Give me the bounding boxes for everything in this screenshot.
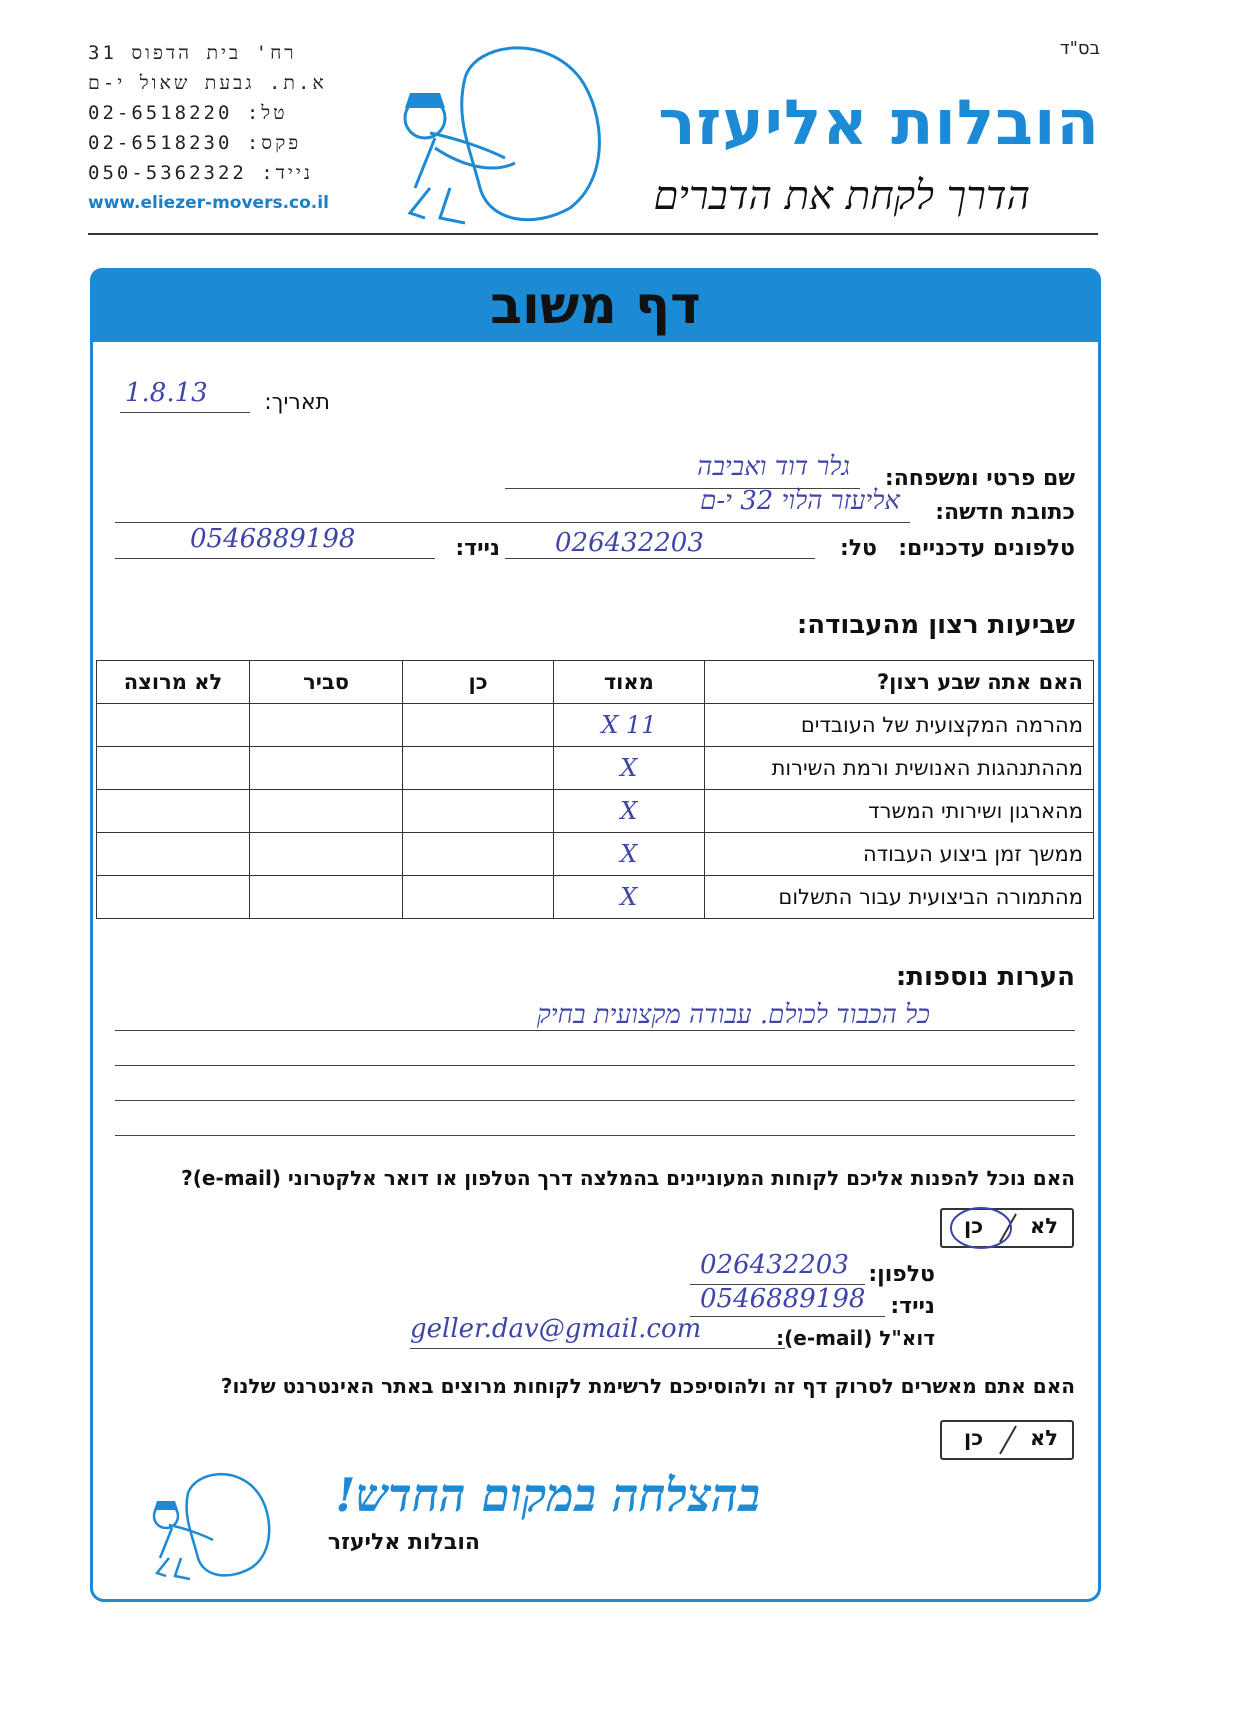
address-line — [115, 522, 910, 523]
cell-no[interactable] — [97, 790, 250, 833]
cell-no[interactable] — [97, 833, 250, 876]
cell-ok[interactable] — [250, 833, 403, 876]
name-label: שם פרטי ומשפחה: — [884, 466, 1075, 491]
phone-line — [505, 558, 815, 559]
date-line — [120, 412, 250, 413]
publish-yes-option[interactable]: כן — [964, 1426, 984, 1450]
contact-area-line: א.ת. גבעת שאול י-ם — [88, 72, 327, 94]
brand-name: הובלות אליעזר — [658, 86, 1100, 159]
phones-label: טלפונים עדכניים: — [898, 536, 1075, 561]
row-question: מהרמה המקצועית של העובדים — [704, 704, 1093, 747]
cell-no[interactable] — [97, 704, 250, 747]
mover-mascot-small-icon — [148, 1468, 278, 1588]
notes-line — [115, 1135, 1075, 1136]
date-field[interactable]: 1.8.13 — [125, 378, 208, 408]
row-question: מהתמורה הביצועית עבור התשלום — [704, 876, 1093, 919]
cell-yes[interactable] — [403, 833, 554, 876]
closing-signature: הובלות אליעזר — [327, 1530, 480, 1555]
referral-mobile-line — [690, 1316, 885, 1317]
table-row — [97, 833, 1094, 876]
column-very: מאוד — [553, 661, 704, 704]
mover-mascot-icon — [395, 38, 625, 238]
cell-ok[interactable] — [250, 704, 403, 747]
cell-very[interactable]: X — [553, 876, 704, 919]
referral-email-line — [410, 1348, 785, 1349]
name-field[interactable]: גלר דוד ואביבה — [697, 452, 850, 482]
contact-mobile-line: נייד: 050-5362322 — [88, 162, 314, 184]
table-header-row — [97, 661, 1094, 704]
address-label: כתובת חדשה: — [935, 500, 1075, 525]
referral-mobile-label: נייד: — [890, 1294, 935, 1319]
column-yes: כן — [403, 661, 554, 704]
referral-choice-box — [940, 1208, 1074, 1248]
cell-ok[interactable] — [250, 747, 403, 790]
notes-heading: הערות נוספות: — [895, 962, 1075, 992]
satisfaction-table — [96, 660, 1094, 919]
header-divider — [88, 233, 1098, 235]
bsd-mark: בס"ד — [1059, 38, 1100, 59]
referral-phone-field[interactable]: 026432203 — [700, 1250, 849, 1280]
mobile-label: נייד: — [455, 536, 500, 561]
referral-question: האם נוכל להפנות אליכם לקוחות המעוניינים בהמלצה דרך הטלפון או דואר אלקטרוני (e-mail)? — [181, 1166, 1075, 1190]
address-field[interactable]: אליעזר הלוי 32 י-ם — [700, 486, 900, 516]
cell-very[interactable]: X — [553, 790, 704, 833]
cell-no[interactable] — [97, 747, 250, 790]
brand-slogan: הדרך לקחת את הדברים — [653, 173, 1030, 219]
mobile-line — [115, 558, 435, 559]
publish-question: האם אתם מאשרים לסרוק דף זה ולהוסיפכם לרשימת לקוחות מרוצים באתר האינטרנט שלנו? — [220, 1374, 1075, 1398]
notes-line — [115, 1065, 1075, 1066]
table-row — [97, 747, 1094, 790]
closing-wish: בהצלחה במקום החדש! — [335, 1468, 760, 1522]
column-question: האם אתה שבע רצון? — [704, 661, 1093, 704]
row-question: מהארגון ושירותי המשרד — [704, 790, 1093, 833]
satisfaction-heading: שביעות רצון מהעבודה: — [796, 610, 1075, 640]
table-row — [97, 876, 1094, 919]
cell-very[interactable]: 11 X — [553, 704, 704, 747]
cell-yes[interactable] — [403, 747, 554, 790]
selection-circle-icon — [948, 1204, 1018, 1252]
referral-email-label: דוא"ל (e-mail): — [776, 1326, 935, 1350]
referral-phone-label: טלפון: — [868, 1262, 935, 1287]
notes-field[interactable]: כל הכבוד לכולם. עבודה מקצועית בחיק — [536, 1000, 930, 1030]
cell-yes[interactable] — [403, 704, 554, 747]
referral-mobile-field[interactable]: 0546889198 — [700, 1284, 866, 1314]
row-question: מההתנהגות האנושית ורמת השירות — [704, 747, 1093, 790]
column-not-satisfied: לא מרוצה — [97, 661, 250, 704]
referral-yes-option[interactable]: כן — [964, 1214, 984, 1238]
cell-no[interactable] — [97, 876, 250, 919]
publish-choice-box — [940, 1420, 1074, 1460]
column-ok: סביר — [250, 661, 403, 704]
referral-no-option[interactable]: לא — [1030, 1214, 1058, 1238]
cell-very[interactable]: X — [553, 747, 704, 790]
notes-line — [115, 1100, 1075, 1101]
contact-block — [88, 38, 328, 188]
slash-divider-icon — [998, 1424, 1018, 1456]
cell-yes[interactable] — [403, 876, 554, 919]
cell-yes[interactable] — [403, 790, 554, 833]
notes-line — [115, 1030, 1075, 1031]
row-question: ממשך זמן ביצוע העבודה — [704, 833, 1093, 876]
contact-address-line: רח' בית הדפוס 31 — [88, 42, 297, 64]
form-title: דף משוב — [490, 276, 701, 336]
phone-label: טל: — [839, 536, 877, 561]
date-label: תאריך: — [264, 390, 330, 415]
contact-phone-line: טל: 02-6518220 — [88, 102, 288, 124]
publish-no-option[interactable]: לא — [1030, 1426, 1058, 1450]
mobile-field[interactable]: 0546889198 — [190, 524, 356, 554]
phone-field[interactable]: 026432203 — [555, 528, 704, 558]
cell-very[interactable]: X — [553, 833, 704, 876]
website-link[interactable]: www.eliezer-movers.co.il — [88, 193, 329, 213]
contact-fax-line: פקס: 02-6518230 — [88, 132, 302, 154]
cell-ok[interactable] — [250, 876, 403, 919]
cell-ok[interactable] — [250, 790, 403, 833]
table-row — [97, 704, 1094, 747]
table-row — [97, 790, 1094, 833]
referral-email-field[interactable]: geller.dav@gmail.com — [410, 1314, 702, 1344]
